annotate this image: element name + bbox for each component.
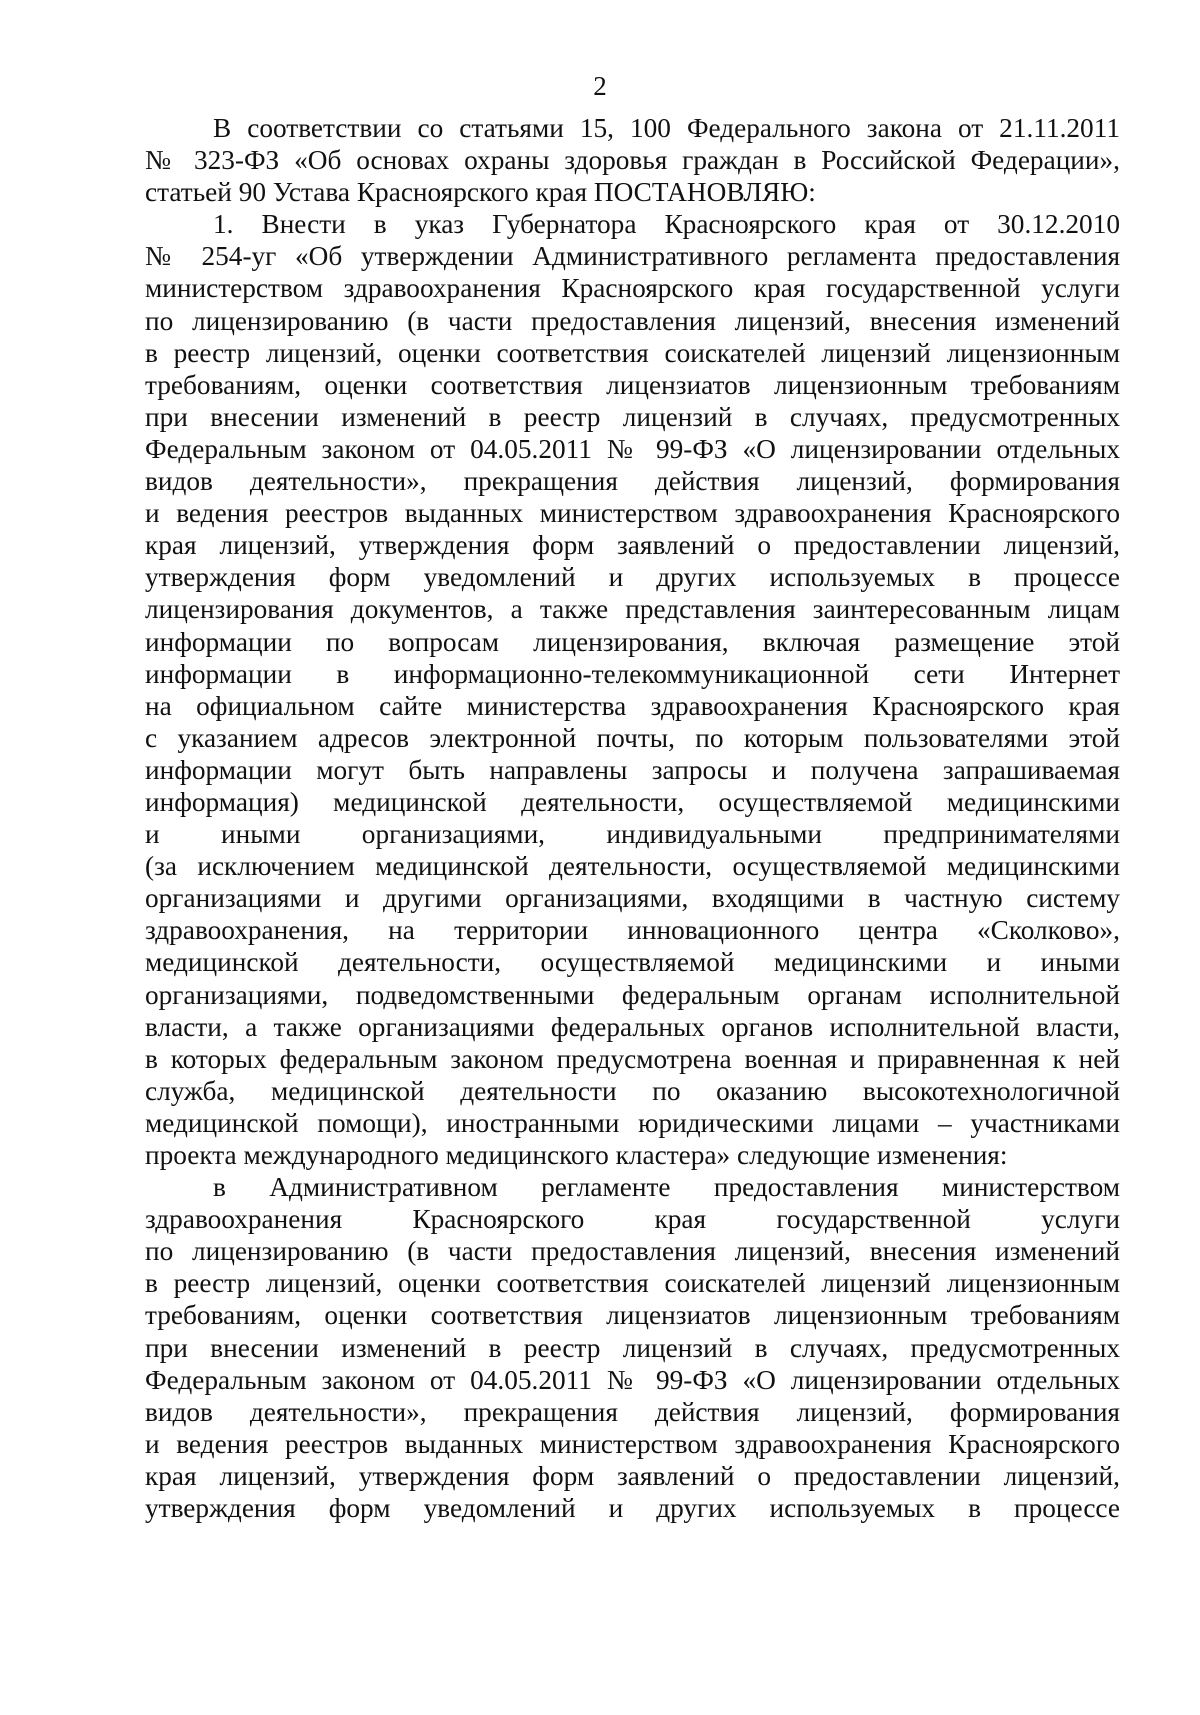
text-line: по лицензированию (в части предоставления лицензий, внесения изменений (145, 1236, 1120, 1267)
text-line: в которых федеральным законом предусмотрена военная и приравненная к ней (145, 1043, 1120, 1074)
text-line: информации в информационно-телекоммуникационной сети Интернет (145, 658, 1120, 689)
text-line: при внесении изменений в реестр лицензий в случаях, предусмотренных (145, 401, 1120, 432)
text-line: № 254-уг «Об утверждении Административного регламента предоставления (145, 241, 1120, 272)
text-line: видов деятельности», прекращения действия лицензий, формирования (145, 1396, 1120, 1427)
text-line: статьей 90 Устава Красноярского края ПОСТАНОВЛЯЮ: (145, 177, 816, 208)
text-line: и иными организациями, индивидуальными предпринимателями (145, 819, 1120, 850)
text-line: (за исключением медицинской деятельности, осуществляемой медицинскими (145, 851, 1120, 882)
text-line: при внесении изменений в реестр лицензий в случаях, предусмотренных (145, 1332, 1120, 1363)
text-line: края лицензий, утверждения форм заявлений о предоставлении лицензий, (145, 1460, 1120, 1491)
text-line: лицензирования документов, а также представления заинтересованным лицам (145, 594, 1120, 625)
text-line: Федеральным законом от 04.05.2011 № 99-ФЗ «О лицензировании отдельных (145, 433, 1120, 464)
text-line: медицинской помощи), иностранными юридическими лицами – участниками (145, 1107, 1120, 1138)
page-number: 2 (593, 71, 607, 101)
text-line: власти, а также организациями федеральных органов исполнительной власти, (145, 1011, 1120, 1042)
text-line: утверждения форм уведомлений и других используемых в процессе (145, 1493, 1120, 1524)
text-line: В соответствии со статьями 15, 100 Федерального закона от 21.11.2011 (213, 113, 1120, 143)
text-line: информации по вопросам лицензирования, включая размещение этой (145, 626, 1120, 657)
text-line: в реестр лицензий, оценки соответствия соискателей лицензий лицензионным (145, 337, 1120, 368)
text-line: в реестр лицензий, оценки соответствия соискателей лицензий лицензионным (145, 1268, 1120, 1299)
text-line: по лицензированию (в части предоставления лицензий, внесения изменений (145, 305, 1120, 336)
text-line: информация) медицинской деятельности, осуществляемой медицинскими (145, 786, 1120, 817)
text-line: проекта международного медицинского кластера» следующие изменения: (145, 1140, 1008, 1170)
text-line: требованиям, оценки соответствия лицензиатов лицензионным требованиям (145, 369, 1120, 400)
text-line: на официальном сайте министерства здравоохранения Красноярского края (145, 690, 1120, 721)
text-line: утверждения форм уведомлений и других используемых в процессе (145, 562, 1120, 593)
text-line: организациями, подведомственными федеральным органам исполнительной (145, 979, 1120, 1010)
text-line: видов деятельности», прекращения действия лицензий, формирования (145, 466, 1120, 497)
text-line: служба, медицинской деятельности по оказанию высокотехнологичной (145, 1075, 1120, 1106)
text-line: № 323-ФЗ «Об основах охраны здоровья граждан в Российской Федерации», (145, 145, 1120, 176)
document-body (145, 112, 1120, 1524)
text-line: медицинской деятельности, осуществляемой медицинскими и иными (145, 947, 1120, 978)
text-line: и ведения реестров выданных министерством здравоохранения Красноярского (145, 498, 1120, 529)
text-line: 1. Внести в указ Губернатора Красноярского края от 30.12.2010 (213, 209, 1120, 240)
text-line: информации могут быть направлены запросы и получена запрашиваемая (145, 754, 1120, 785)
text-line: здравоохранения Красноярского края государственной услуги (145, 1204, 1120, 1235)
text-line: с указанием адресов электронной почты, по которым пользователями этой (145, 722, 1120, 753)
text-line: организациями и другими организациями, входящими в частную систему (145, 883, 1120, 914)
text-line: в Административном регламенте предоставления министерством (213, 1172, 1120, 1203)
text-line: требованиям, оценки соответствия лицензиатов лицензионным требованиям (145, 1300, 1120, 1331)
text-line: и ведения реестров выданных министерством здравоохранения Красноярского (145, 1428, 1120, 1459)
text-line: министерством здравоохранения Красноярского края государственной услуги (145, 273, 1120, 304)
text-line: края лицензий, утверждения форм заявлений о предоставлении лицензий, (145, 530, 1120, 561)
text-line: Федеральным законом от 04.05.2011 № 99-ФЗ «О лицензировании отдельных (145, 1364, 1120, 1395)
text-line: здравоохранения, на территории инновационного центра «Сколково», (145, 915, 1120, 946)
